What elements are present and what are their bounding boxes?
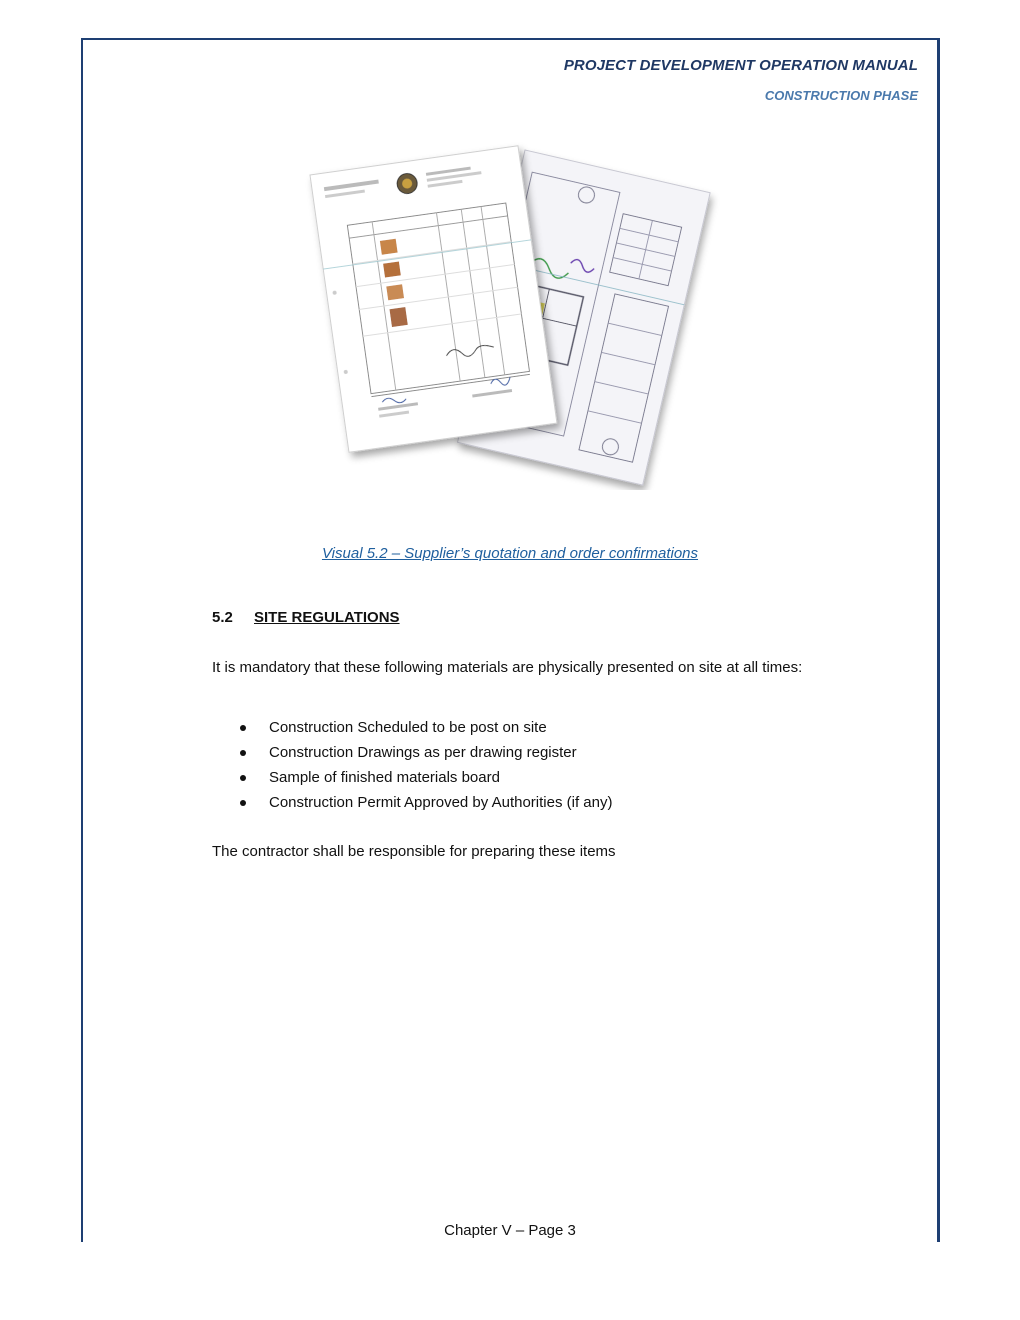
list-item: [240, 768, 613, 793]
page-border-top: [82, 38, 940, 40]
materials-list: [240, 718, 613, 818]
closing-paragraph: The contractor shall be responsible for preparing these items: [212, 843, 616, 860]
section-number: 5.2: [212, 609, 233, 626]
bullet-icon: [240, 800, 246, 806]
list-item: [240, 718, 613, 743]
page-footer: Chapter V – Page 3: [444, 1222, 576, 1239]
document-photo-icon: [300, 120, 730, 490]
phase-subtitle: CONSTRUCTION PHASE: [764, 88, 918, 103]
list-item-text: Sample of finished materials board: [269, 769, 500, 786]
section-title: SITE REGULATIONS: [254, 609, 400, 626]
intro-paragraph: It is mandatory that these following materials are physically presented on site at all times:: [212, 659, 803, 676]
section-heading: [212, 609, 400, 626]
page-border-right: [937, 38, 940, 1242]
figure-caption-link[interactable]: Visual 5.2 – Supplier’s quotation and order confirmations: [321, 545, 699, 562]
page-border-left: [81, 38, 83, 1242]
bullet-icon: [240, 750, 246, 756]
list-item-text: Construction Permit Approved by Authorities (if any): [269, 794, 613, 811]
bullet-icon: [240, 775, 246, 781]
bullet-icon: [240, 725, 246, 731]
list-item: [240, 793, 613, 818]
list-item-text: Construction Drawings as per drawing register: [269, 744, 577, 761]
manual-title: PROJECT DEVELOPMENT OPERATION MANUAL: [563, 57, 918, 74]
list-item: [240, 743, 613, 768]
list-item-text: Construction Scheduled to be post on site: [269, 719, 547, 736]
